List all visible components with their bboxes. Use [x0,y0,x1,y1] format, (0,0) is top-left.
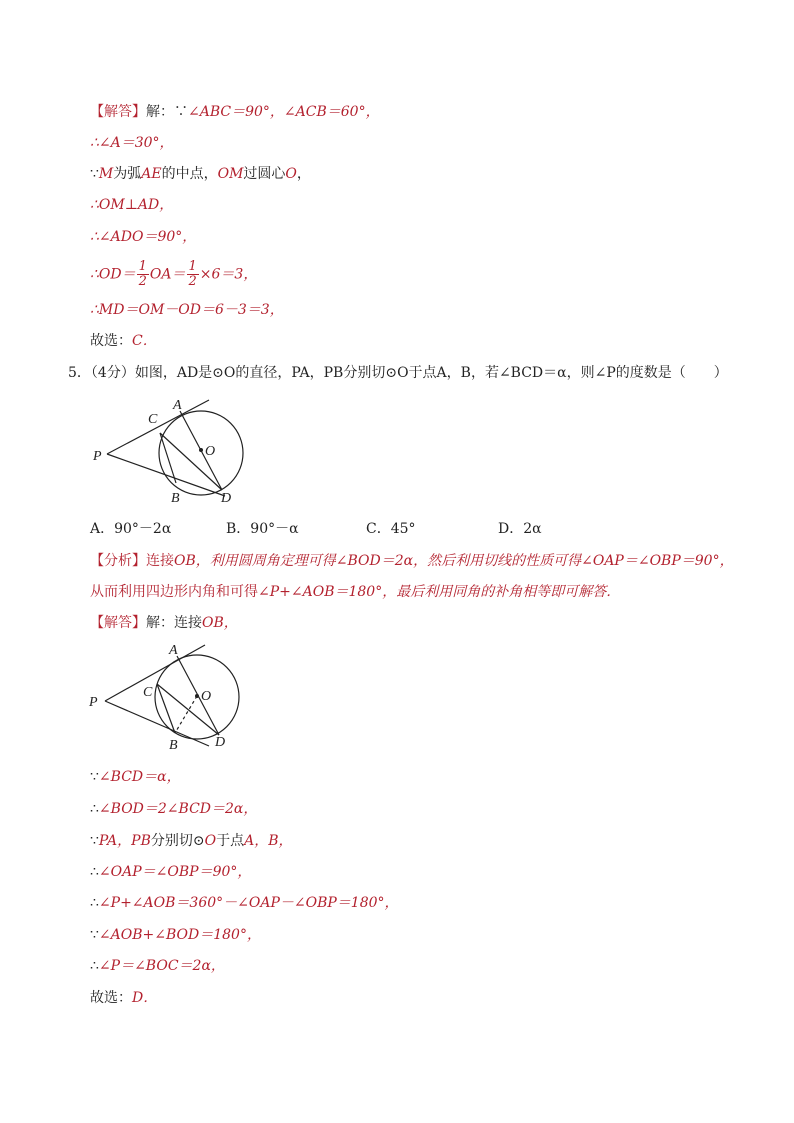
solution-figure [85,640,255,755]
answer2-step-1: ∵∠BCD＝α， [90,769,181,785]
label-o: O [201,689,212,704]
answer2-intro: 【解答】解：连接OB， [90,615,238,631]
circle-o [159,411,243,495]
label-a: A [169,643,178,658]
analysis-line-2: 从而利用四边形内角和可得∠P+∠AOB＝180°，最后利用同角的补角相等即可解答． [90,584,621,600]
answer2-step-6: ∵∠AOB+∠BOD＝180°， [90,927,261,943]
label-b: B [171,491,180,506]
label-d: D [215,735,226,750]
answer2-step-4: ∴∠OAP＝∠OBP＝90°， [90,864,252,880]
label-p: P [89,695,98,710]
analysis-line-1: 【分析】连接OB，利用圆周角定理可得∠BOD＝2α，然后利用切线的性质可得∠OAP＝∠OBP＝90°， [90,553,734,569]
answer1-line-0: 【解答】解：∵∠ABC＝90°，∠ACB＝60°， [90,104,380,120]
label-o: O [205,444,216,459]
answer1-line-2: ∵M为弧AE的中点，OM过圆心O， [90,166,311,182]
center-point [199,448,203,452]
label-c: C [143,685,153,700]
label-d: D [221,491,232,506]
answer2-step-5: ∴∠P+∠AOB＝360°－∠OAP－∠OBP＝180°， [90,895,399,911]
tangent-pb [107,454,225,496]
option-c[interactable]: C．45° [366,521,416,537]
tangent-pa [107,400,209,454]
answer1-line-6: ∴MD＝OM－OD＝6－3＝3， [90,302,284,318]
label-p: P [93,449,102,464]
answer2-step-7: ∴∠P＝∠BOC＝2α， [90,958,225,974]
label-a: A [173,398,182,413]
analysis-tag: 【分析】 [90,553,146,569]
fraction-half: $\frac{1}{2}$ [188,259,197,289]
answer-tag: 【解答】 [90,104,146,120]
answer1-line-5: ∴OD＝ $\frac{1}{2}$ OA＝ $\frac{1}{2}$ ×6＝3， [90,259,258,289]
answer1-line-4: ∴∠ADO＝90°， [90,229,197,245]
question-figure [85,390,255,510]
answer1-line-7: 故选：C． [90,333,157,349]
answer-tag: 【解答】 [90,615,146,631]
label-c: C [148,412,158,427]
question-5: 5．（4分）如图，AD是⊙O的直径，PA，PB分别切⊙O于点A，B，若∠BCD＝α，则∠P的度数是（ ） [68,365,728,381]
answer2-step-8: 故选：D． [90,990,158,1006]
option-b[interactable]: B．90°－α [226,521,299,537]
fraction-half: $\frac{1}{2}$ [138,259,147,289]
answer1-line-1: ∴∠A＝30°， [90,135,174,151]
answer2-step-2: ∴∠BOD＝2∠BCD＝2α， [90,801,258,817]
answer2-step-3: ∵PA，PB分别切⊙O于点A，B， [90,833,293,849]
option-a[interactable]: A．90°－2α [90,521,172,537]
option-d[interactable]: D．2α [498,521,542,537]
center-point [195,694,199,698]
label-b: B [169,738,178,753]
answer1-line-3: ∴OM⊥AD， [90,197,174,213]
